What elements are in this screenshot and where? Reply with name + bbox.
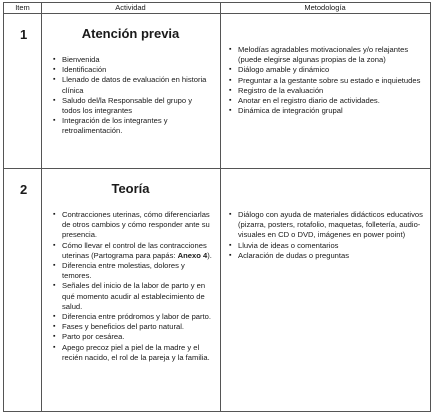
list-item: ▪ Saludo del/la Responsable del grupo y todos los integrantes (53, 95, 193, 116)
list-item: ▪ Aclaración de dudas o preguntas (229, 250, 350, 260)
list-item: ▪ Contracciones uterinas, cómo diferenciarlas de otros cambios y cómo responder ante su presencia. (53, 210, 210, 240)
list-item: ▪ Señales del inicio de la labor de parto y en qué momento acudir al establecimiento de salud. (53, 281, 206, 311)
actividades-list (52, 55, 207, 137)
row-title: Atención previa (81, 26, 180, 41)
list-item: ▪ Integración de los integrantes y retroalimentación. (53, 116, 168, 136)
header-item: Item (15, 3, 30, 12)
list-item: ▪ Anotar en el registro diario de actividades. (229, 96, 380, 106)
metodologia-list (228, 210, 424, 261)
session-table (3, 2, 431, 412)
list-item: ▪ Melodías agradables motivacionales y/o relajantes (puede elegirse algunas propias de la zona) (229, 45, 409, 65)
list-item: ▪ Diferencia entre molestias, dolores y temores. (53, 261, 185, 281)
list-item: ▪ Cómo llevar el control de las contracciones uterinas (Partograma para papás: Anexo 4). (53, 240, 212, 260)
list-item: ▪ Bienvenida (53, 55, 100, 64)
list-item: ▪ Diferencia entre pródromos y labor de parto. (53, 312, 211, 322)
row-number: 1 (20, 27, 28, 42)
column-divider (41, 3, 42, 411)
list-item: ▪ Identificación (53, 65, 107, 75)
list-item: ▪ Diálogo con ayuda de materiales didácticos educativos (pizarra, posters, rotafolio, maquetas, folletería, audio-visuales en CD o DVD, imágenes en power point) (229, 210, 423, 240)
row-number: 2 (20, 182, 28, 197)
header-actividad: Actividad (115, 3, 146, 12)
metodologia-list (228, 45, 424, 116)
actividades-list (52, 210, 212, 363)
column-divider (220, 3, 221, 411)
list-item: ▪ Apego precoz piel a piel de la madre y el recién nacido, el rol de la pareja y la familia. (53, 342, 210, 362)
anexo-reference: Anexo 4 (177, 250, 208, 260)
row-divider (4, 168, 430, 169)
header-metodologia: Metodología (304, 3, 346, 12)
list-item: ▪ Lluvia de ideas o comentarios (229, 240, 339, 250)
list-item: ▪ Parto por cesárea. (53, 332, 125, 342)
header-divider (4, 13, 430, 14)
list-item: ▪ Preguntar a la gestante sobre su estado e inquietudes (229, 75, 421, 85)
list-item: ▪ Fases y beneficios del parto natural. (53, 322, 184, 332)
list-item: ▪ Llenado de datos de evaluación en historia clínica (53, 75, 207, 95)
row-title: Teoría (111, 181, 150, 196)
list-item: ▪ Dinámica de integración grupal (229, 106, 343, 116)
list-item: ▪ Diálogo amable y dinámico (229, 65, 330, 75)
list-item: ▪ Registro de la evaluación (229, 85, 324, 95)
